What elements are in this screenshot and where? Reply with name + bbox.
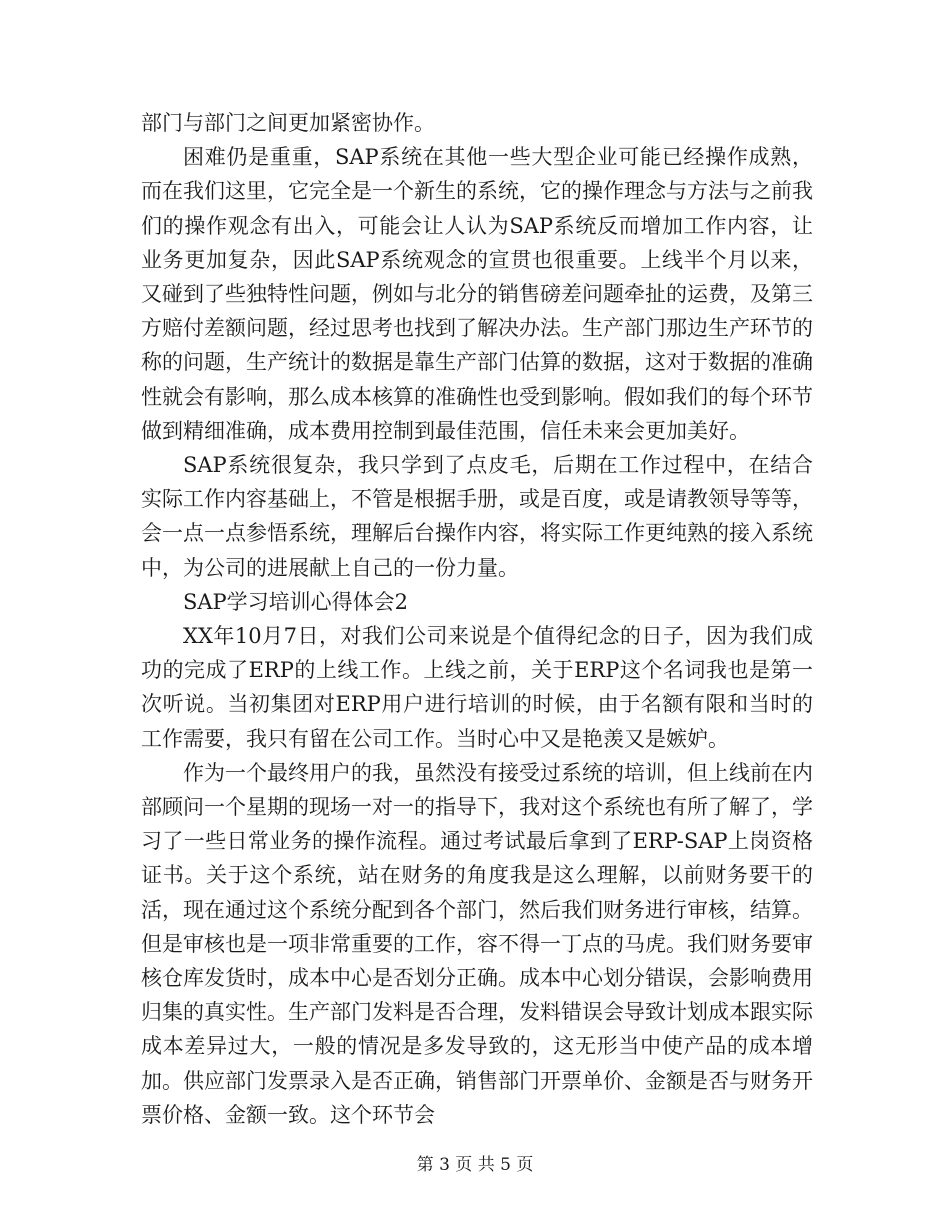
paragraph-end-user: 作为一个最终用户的我，虽然没有接受过系统的培训，但上线前在内部顾问一个星期的现场一对一的指导下，我对这个系统也有所了解了，学习了一些日常业务的操作流程。通过考试最后拿到了ERP-SAP上岗资格证书。关于这个系统，站在财务的角度我是这么理解，以前财务要干的活，现在通过这个系统分配到各个部门，然后我们财务进行审核，结算。但是审核也是一项非常重要的工作，容不得一丁点的马虎。我们财务要审核仓库发货时，成本中心是否划分正确。成本中心划分错误，会影响费用归集的真实性。生产部门发料是否合理，发料错误会导致计划成本跟实际成本差异过大，一般的情况是多发导致的，这无形当中使产品的成本增加。供应部门发票录入是否正确，销售部门开票单价、金额是否与财务开票价格、金额一致。这个环节会 [141,760,813,1127]
paragraph-continuation: 部门与部门之间更加紧密协作。 [141,111,435,135]
paragraph-difficulties: 困难仍是重重，SAP系统在其他一些大型企业可能已经操作成熟，而在我们这里，它完全是一个新生的系统，它的操作理念与方法与之前我们的操作观念有出入，可能会让人认为SAP系统反而增加工作内容，让业务更加复杂，因此SAP系统观念的宣贯也很重要。上线半个月以来，又碰到了些独特性问题，例如与北分的销售磅差问题牵扯的运费，及第三方赔付差额问题，经过思考也找到了解决办法。生产部门那边生产环节的称的问题，生产统计的数据是靠生产部门估算的数据，这对于数据的准确性就会有影响，那么成本核算的准确性也受到影响。假如我们的每个环节做到精细准确，成本费用控制到最佳范围，信任未来会更加美好。 [141,145,813,443]
paragraph-sap-complex: SAP系统很复杂，我只学到了点皮毛，后期在工作过程中，在结合实际工作内容基础上，不管是根据手册，或是百度，或是请教领导等等，会一点一点参悟系统，理解后台操作内容，将实际工作更纯熟的接入系统中，为公司的进展献上自己的一份力量。 [141,453,813,580]
paragraph-erp-launch: XX年10月7日，对我们公司来说是个值得纪念的日子，因为我们成功的完成了ERP的上线工作。上线之前，关于ERP这个名词我也是第一次听说。当初集团对ERP用户进行培训的时候，由于名额有限和当时的工作需要，我只有留在公司工作。当时心中又是艳羡又是嫉妒。 [141,624,813,751]
section-heading: SAP学习培训心得体会2 [183,589,409,614]
page-footer: 第 3 页 共 5 页 [416,1155,534,1175]
document-body [141,106,813,1132]
